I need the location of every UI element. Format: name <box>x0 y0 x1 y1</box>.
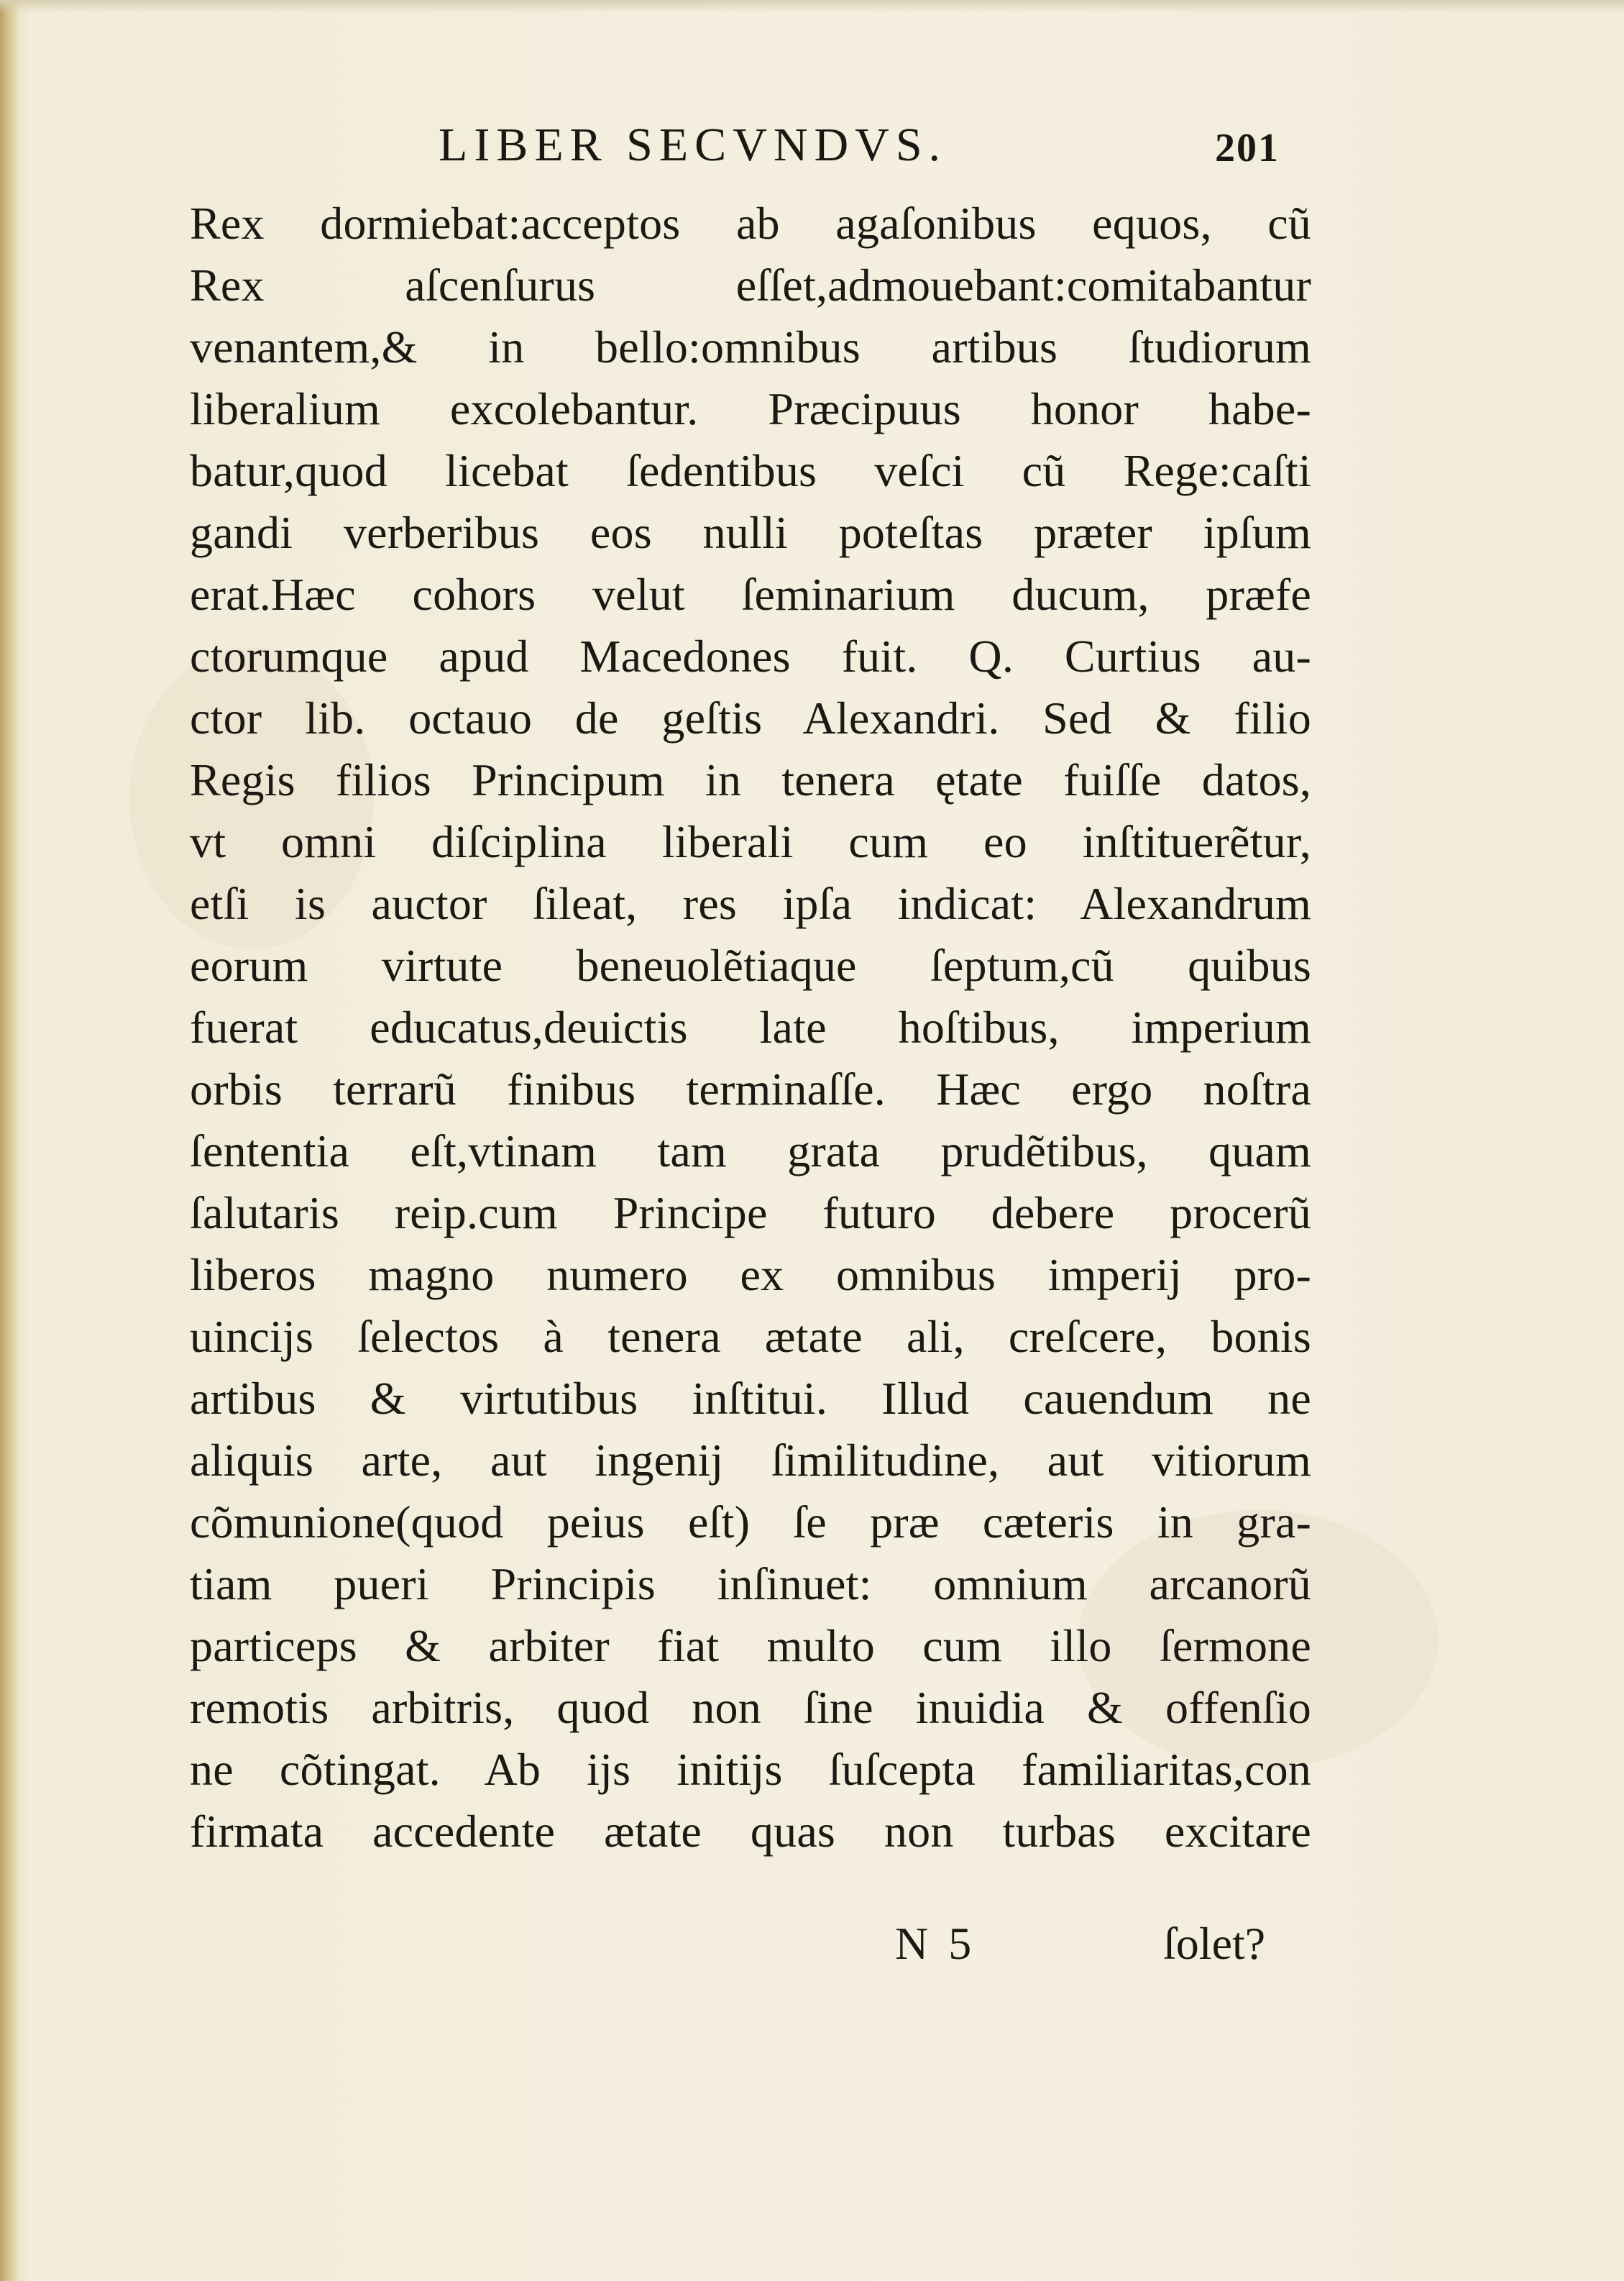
text-line: ſalutaris reip.cum Principe futuro debere procerũ <box>190 1187 1311 1238</box>
page-top-edge <box>0 0 1624 13</box>
text-line: artibus & virtutibus inſtitui. Illud cauendum ne <box>190 1373 1311 1424</box>
running-head <box>0 116 1624 174</box>
catchword: ſolet? <box>1163 1918 1266 1969</box>
text-line: cõmunione(quod peius eſt) ſe præ cæteris in gra- <box>190 1496 1311 1548</box>
page-footer <box>0 1911 1624 1976</box>
text-line: firmata accedente ætate quas non turbas excitare <box>190 1806 1311 1857</box>
text-line: ne cõtingat. Ab ijs initijs ſuſcepta familiaritas,con <box>190 1744 1311 1795</box>
text-line: tiam pueri Principis inſinuet: omnium arcanorũ <box>190 1558 1311 1609</box>
text-line: etſi is auctor ſileat, res ipſa indicat: Alexandrum <box>190 878 1311 929</box>
text-line: liberos magno numero ex omnibus imperij pro- <box>190 1249 1311 1300</box>
text-line: erat.Hæc cohors velut ſeminarium ducum, præfe <box>190 569 1311 620</box>
text-line: ctorumque apud Macedones fuit. Q. Curtius au- <box>190 631 1311 682</box>
text-line: venantem,& in bello:omnibus artibus ſtudiorum <box>190 321 1311 372</box>
text-line: ſententia eſt,vtinam tam grata prudẽtibus, quam <box>190 1125 1311 1176</box>
text-line: particeps & arbiter fiat multo cum illo ſermone <box>190 1620 1311 1671</box>
text-line: fuerat educatus,deuictis late hoſtibus, imperium <box>190 1002 1311 1053</box>
text-line: Rex aſcenſurus eſſet,admouebant:comitabantur <box>190 260 1311 311</box>
signature-mark: N 5 <box>895 1918 976 1969</box>
text-line: Regis filios Principum in tenera ętate fuiſſe datos, <box>190 754 1311 805</box>
text-line: remotis arbitris, quod non ſine inuidia & offenſio <box>190 1682 1311 1733</box>
text-line: orbis terrarũ finibus terminaſſe. Hæc ergo noſtra <box>190 1064 1311 1115</box>
running-head-title: LIBER SECVNDVS. <box>439 119 948 171</box>
text-line: uincijs ſelectos à tenera ætate ali, creſcere, bonis <box>190 1311 1311 1362</box>
text-line: aliquis arte, aut ingenij ſimilitudine, aut vitiorum <box>190 1435 1311 1486</box>
text-line: vt omni diſciplina liberali cum eo inſtituerẽtur, <box>190 816 1311 867</box>
text-line: liberalium excolebantur. Præcipuus honor habe- <box>190 383 1311 434</box>
page-number: 201 <box>1215 126 1280 170</box>
text-line: gandi verberibus eos nulli poteſtas præter ipſum <box>190 507 1311 558</box>
text-line: eorum virtute beneuolẽtiaque ſeptum,cũ quibus <box>190 940 1311 991</box>
text-line: Rex dormiebat:acceptos ab agaſonibus equos, cũ <box>190 198 1311 249</box>
body-text <box>190 193 1311 1862</box>
text-line: ctor lib. octauo de geſtis Alexandri. Sed & filio <box>190 692 1311 744</box>
text-line: batur,quod licebat ſedentibus veſci cũ Rege:caſti <box>190 445 1311 496</box>
